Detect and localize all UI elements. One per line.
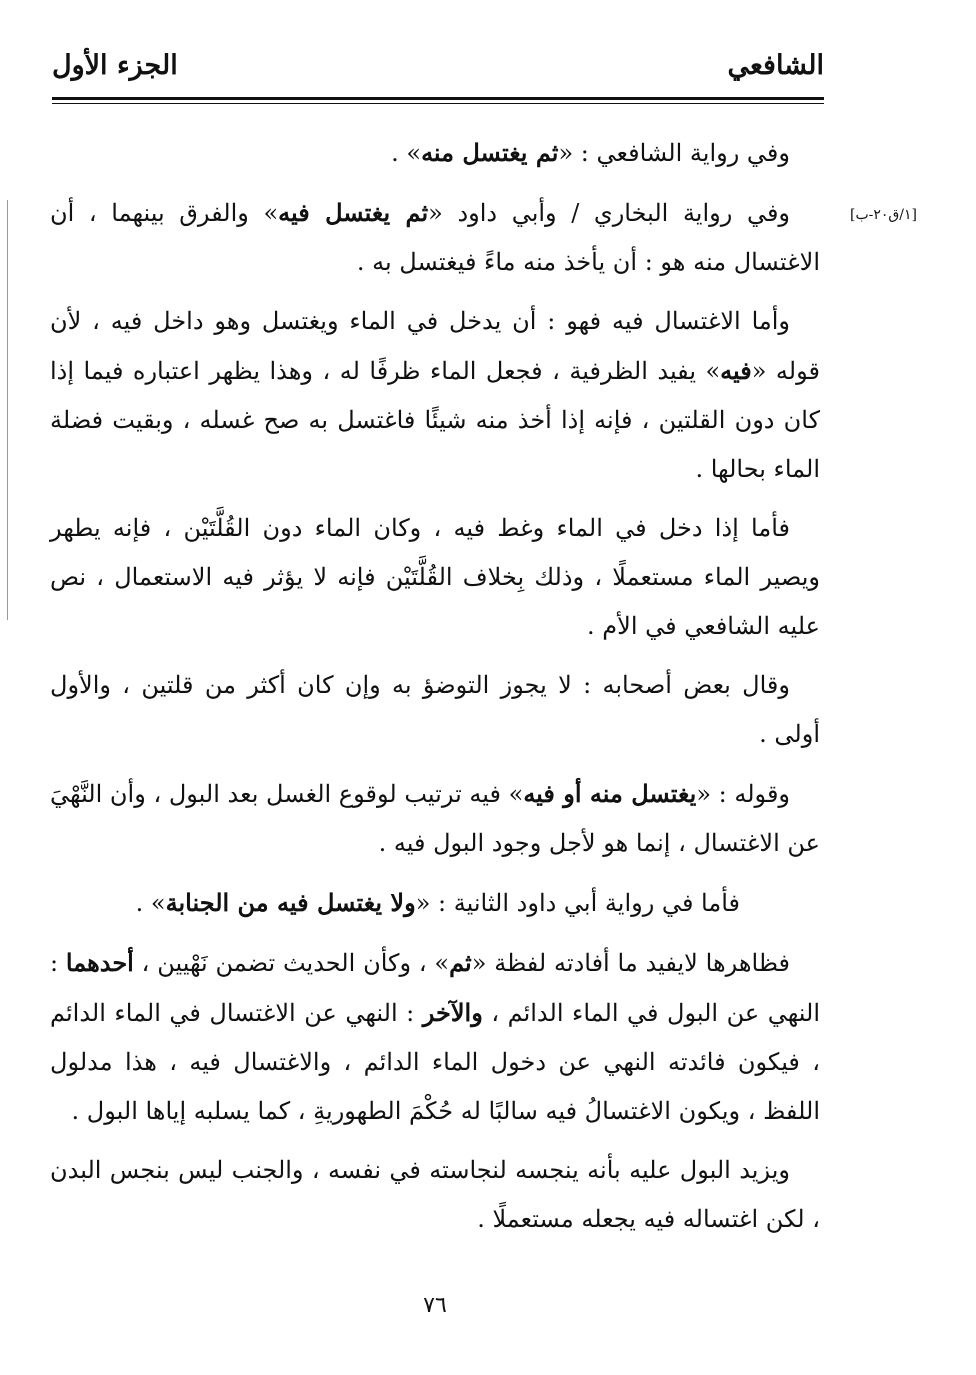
emphasized-text: والآخر	[422, 998, 483, 1027]
emphasized-text: ثم يغتسل منه	[421, 138, 559, 167]
text-segment: » يفيد الظرفية ، فجعل الماء ظرفًا له ، وهذا يظهر اعتباره فيما إذا كان دون القلتين ، فإنه إذا أخذ منه شيئًا فاغتسل به صح غسله ، وبقيت فضلة الماء بحالها .	[50, 357, 820, 483]
left-margin-line	[7, 200, 8, 620]
text-segment: فأما في رواية أبي داود الثانية : «	[415, 889, 740, 917]
paragraph	[50, 297, 820, 494]
text-segment: : النهي عن الاغتسال في الماء الدائم ، فيكون فائدته النهي عن دخول الماء الدائم ، والاغتسال فيه ، هذا مدلول اللفظ ، ويكون الاغتسالُ فيه سالبًا له حُكْمَ الطهوريةِ ، كما يسلبه إياها البول .	[50, 999, 820, 1125]
paragraph	[50, 661, 820, 759]
text-segment: وأما الاغتسال فيه فهو : أن يدخل في الماء ويغتسل وهو داخل فيه ، لأن قوله «	[50, 307, 820, 385]
text-segment: وقال بعض أصحابه : لا يجوز التوضؤ به وإن كان أكثر من قلتين ، والأول أولى .	[50, 671, 820, 748]
text-segment: » .	[135, 889, 166, 917]
text-segment: فظاهرها لايفيد ما أفادته لفظة «	[471, 949, 790, 977]
text-segment: وفي رواية الشافعي : «	[558, 139, 790, 167]
text-segment: » ، وكأن الحديث تضمن نَهْيين ،	[133, 949, 450, 977]
volume-label: الجزء الأول	[52, 50, 178, 81]
emphasized-text: فيه	[720, 356, 752, 385]
text-segment: فأما إذا دخل في الماء وغط فيه ، وكان الماء دون القُلَّتَيْن ، فإنه يطهر ويصير الماء مستعملًا ، وذلك بِخلاف القُلَّتَيْن فإنه لا يؤثر فيه الاستعمال ، نص عليه الشافعي في الأم .	[50, 514, 820, 640]
text-segment: » والفرق بينهما ، أن الاغتسال منه هو : أن يأخذ منه ماءً فيغتسل به .	[50, 199, 820, 276]
text-segment: ويزيد البول عليه بأنه ينجسه لنجاسته في نفسه ، والجنب ليس بنجس البدن ، لكن اغتساله فيه يجعله مستعملًا .	[50, 1156, 820, 1233]
emphasized-text: يغتسل منه أو فيه	[523, 779, 697, 808]
text-segment: وفي رواية البخاري / وأبي داود «	[428, 199, 791, 227]
text-segment: » فيه ترتيب لوقوع الغسل بعد البول ، وأن النَّهْيَ عن الاغتسال ، إنما هو لأجل وجود البول فيه .	[50, 780, 820, 857]
text-segment: : النهي عن البول في الماء الدائم ،	[50, 949, 820, 1027]
paragraph	[50, 769, 820, 868]
paragraph	[50, 128, 820, 178]
header-divider	[52, 97, 824, 104]
emphasized-text: ولا يغتسل فيه من الجنابة	[165, 888, 416, 917]
manuscript-folio-reference: [١/ق٢٠-ب]	[850, 207, 918, 223]
emphasized-text: أحدهما	[65, 948, 134, 977]
paragraph	[50, 188, 820, 287]
paragraph	[50, 504, 820, 651]
page-header	[52, 50, 824, 94]
text-segment: » .	[391, 139, 422, 167]
emphasized-text: ثم يغتسل فيه	[278, 198, 429, 227]
main-text	[50, 128, 820, 1254]
text-segment: وقوله : «	[696, 780, 791, 808]
emphasized-text: ثم	[449, 948, 472, 977]
page-number: ٧٦	[423, 1293, 447, 1318]
paragraph	[50, 938, 820, 1136]
running-title: الشافعي	[727, 50, 824, 81]
paragraph	[50, 1146, 820, 1244]
paragraph	[50, 878, 820, 928]
